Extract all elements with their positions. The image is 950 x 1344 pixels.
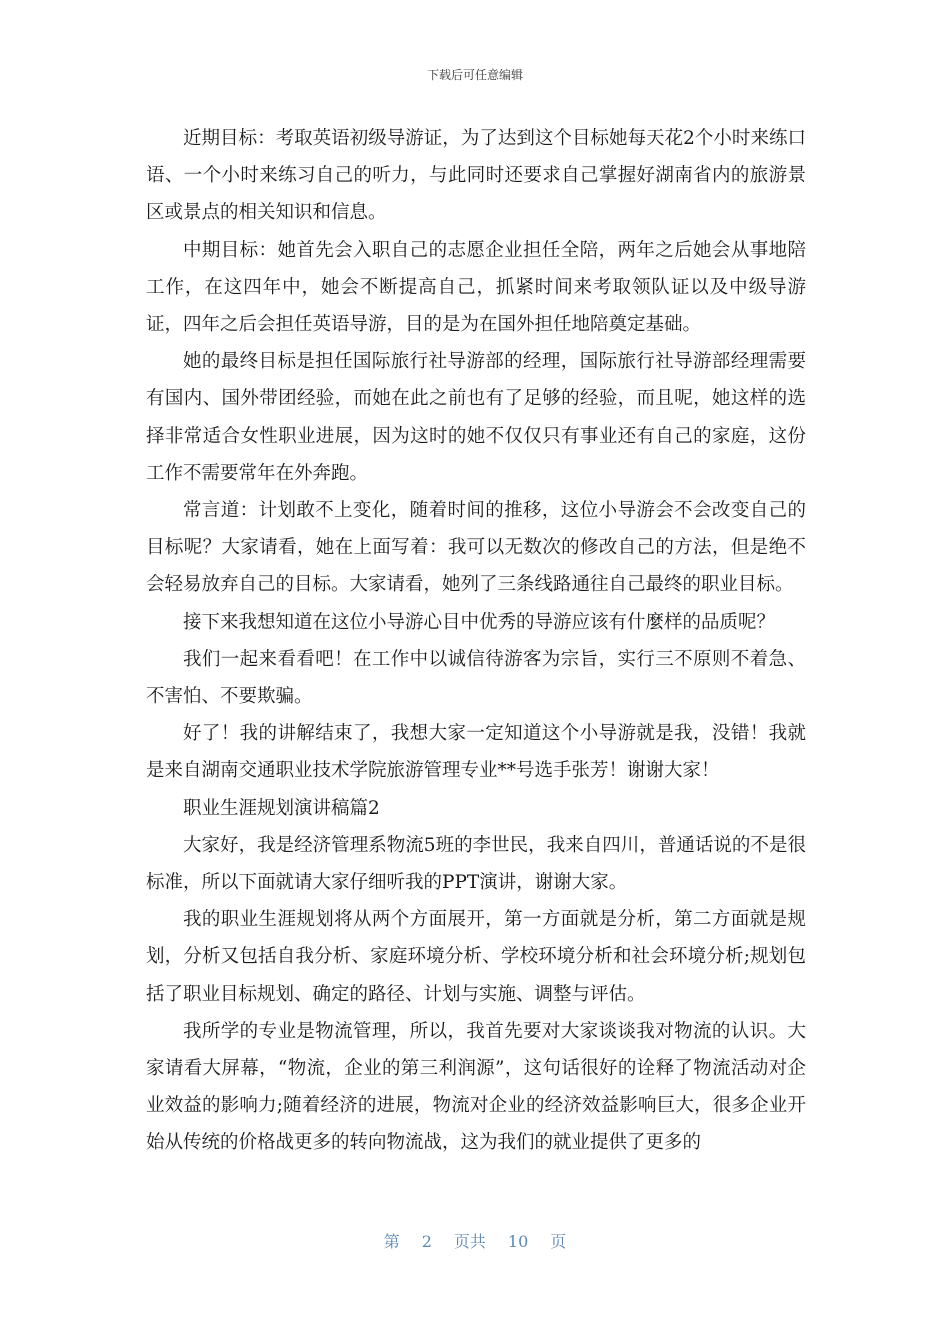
footer-prefix: 第	[383, 1232, 400, 1251]
footer-mid: 页共	[453, 1232, 486, 1251]
footer-suffix: 页	[550, 1232, 567, 1251]
paragraph-qualities-question: 接下来我想知道在这位小导游心目中优秀的导游应该有什麼样的品质呢？	[183, 611, 776, 633]
paragraph-near-term-goal: 近期目标：考取英语初级导游证，为了达到这个目标她每天花2个小时来练口语、一个小时来练习自己的听力，与此同时还要求自己掌握好湖南省内的旅游景区或景点的相关知识和信息。	[146, 128, 806, 224]
section-heading: 职业生涯规划演讲稿篇2	[183, 797, 380, 819]
document-body	[146, 120, 806, 1162]
paragraph-principles: 我们一起来看看吧！在工作中以诚信待游客为宗旨，实行三不原则不着急、不害怕、不要欺骗。	[146, 648, 806, 708]
paragraph-plan-change: 常言道：计划敢不上变化，随着时间的推移，这位小导游会不会改变自己的目标呢？大家请看，她在上面写着：我可以无数次的修改自己的方法，但是绝不会轻易放弃自己的目标。大家请看，她列了三条线路通往自己最终的职业目标。	[146, 500, 806, 596]
paragraph-final-goal: 她的最终目标是担任国际旅行社导游部的经理，国际旅行社导游部经理需要有国内、国外带团经验，而她在此之前也有了足够的经验，而且呢，她这样的选择非常适合女性职业进展，因为这时的她不仅仅只有事业还有自己的家庭，这份工作不需要常年在外奔跑。	[146, 351, 806, 484]
page-footer	[0, 1229, 950, 1252]
total-pages-number: 10	[507, 1232, 529, 1251]
paragraph-closing: 好了！我的讲解结束了，我想大家一定知道这个小导游就是我，没错！我就是来自湖南交通职业技术学院旅游管理专业**号选手张芳！谢谢大家！	[146, 723, 806, 782]
page-header: 下载后可任意编辑	[426, 68, 523, 82]
paragraph-mid-term-goal: 中期目标：她首先会入职自己的志愿企业担任全陪，两年之后她会从事地陪工作，在这四年中，她会不断提高自己，抓紧时间来考取领队证以及中级导游证，四年之后会担任英语导游，目的是为在国外担任地陪奠定基础。	[146, 239, 806, 336]
current-page-number: 2	[421, 1232, 432, 1251]
paragraph-self-intro: 大家好，我是经济管理系物流5班的李世民，我来自四川，普通话说的不是很标准，所以下面就请大家仔细听我的PPT演讲，谢谢大家。	[146, 834, 806, 894]
paragraph-plan-outline: 我的职业生涯规划将从两个方面展开，第一方面就是分析，第二方面就是规划，分析又包括自我分析、家庭环境分析、学校环境分析和社会环境分析;规划包括了职业目标规划、确定的路径、计划与实施、调整与评估。	[146, 909, 806, 1005]
paragraph-logistics: 我所学的专业是物流管理，所以，我首先要对大家谈谈我对物流的认识。大家请看大屏幕，“物流，企业的第三利润源”，这句话很好的诠释了物流活动对企业效益的影响力;随着经济的进展，物流对企业的经济效益影响巨大，很多企业开始从传统的价格战更多的转向物流战，这为我们的就业提供了更多的	[146, 1020, 806, 1154]
